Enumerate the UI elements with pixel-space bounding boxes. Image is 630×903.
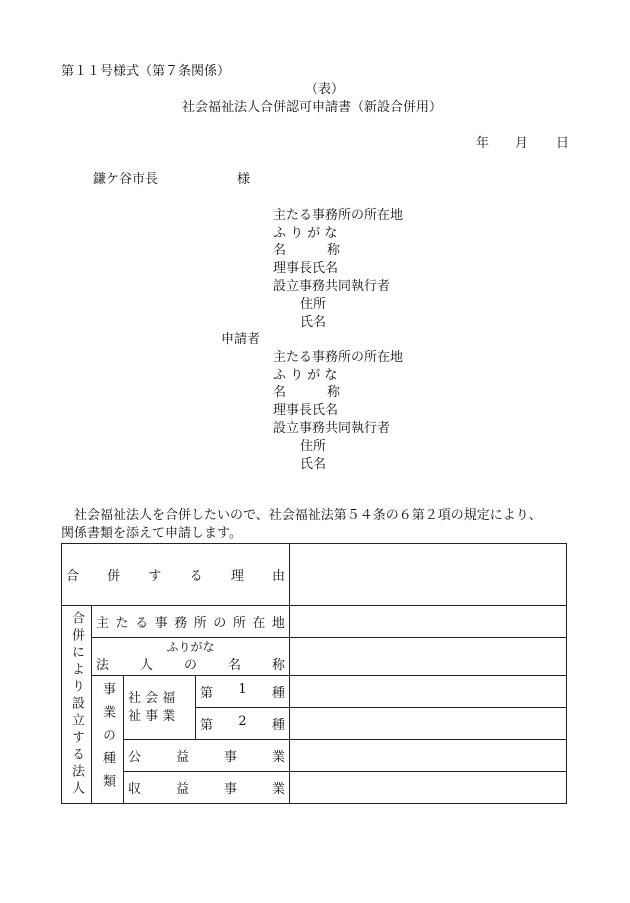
executor-label: 設立事務共同執行者 — [273, 421, 391, 436]
char: の — [213, 616, 227, 631]
side-label: （表） — [305, 82, 345, 97]
applicant-label: 申請者 — [221, 332, 261, 347]
name-label-b: 称 — [327, 243, 341, 258]
executor-name-label: 氏名 — [300, 315, 327, 330]
name-label-b: 称 — [327, 385, 341, 400]
chair-name-label: 理事長氏名 — [273, 403, 339, 418]
char: 法 — [96, 658, 110, 673]
type1-label-cell — [196, 676, 290, 708]
executor-address-label: 住所 — [300, 439, 327, 454]
char: 在 — [252, 616, 266, 631]
char: 事 — [154, 616, 168, 631]
char: 主 — [96, 616, 110, 631]
char: た — [115, 616, 129, 631]
new-corporation-label-cell — [62, 606, 92, 804]
business-type-label-cell — [92, 676, 124, 804]
char: 名 — [228, 658, 242, 673]
office-address-cell — [92, 606, 290, 638]
executor-name-label: 氏名 — [300, 457, 327, 472]
addressee-name: 鎌ケ谷市長 — [93, 172, 159, 187]
new-corporation-label: 合併により設立する法人 — [69, 611, 84, 798]
office-address-label: 主たる事務所の所在地 — [273, 350, 404, 365]
social-welfare-label: 社 会 福 祉 事 業 — [128, 690, 176, 724]
char: 地 — [271, 616, 285, 631]
type2-input[interactable] — [290, 708, 567, 740]
reason-label-cell — [62, 544, 290, 606]
social-welfare-label-cell — [124, 676, 196, 740]
executor-address-label: 住所 — [300, 297, 327, 312]
char: 第 — [200, 686, 214, 701]
chair-name-label: 理事長氏名 — [273, 261, 339, 276]
char: 第 — [200, 718, 214, 733]
char: る — [189, 569, 203, 584]
application-table — [61, 543, 567, 804]
date-year: 年 — [476, 136, 490, 151]
date-day: 日 — [556, 136, 570, 151]
office-address-input[interactable] — [290, 606, 567, 638]
char: 益 — [176, 750, 190, 765]
char: 所 — [232, 616, 246, 631]
office-address-label: 主たる事務所の所在地 — [273, 208, 404, 223]
char: 業 — [272, 750, 286, 765]
date-month: 月 — [515, 136, 529, 151]
corporation-name-cell — [92, 638, 290, 676]
profit-business-label-cell — [124, 772, 290, 804]
char: 称 — [272, 658, 286, 673]
char: 種 — [272, 686, 286, 701]
char: 種 — [272, 718, 286, 733]
type2-label-cell — [196, 708, 290, 740]
page-title: 社会福祉法人合併認可申請書（新設合併用） — [182, 100, 443, 115]
char: 所 — [193, 616, 207, 631]
business-type-label: 事業の種類 — [100, 682, 115, 797]
profit-business-input[interactable] — [290, 772, 567, 804]
char: 事 — [224, 750, 238, 765]
furigana-label: ふ り が な — [273, 368, 338, 383]
public-interest-input[interactable] — [290, 740, 567, 772]
furigana-label: ふりがな — [166, 640, 215, 654]
char: 公 — [128, 750, 142, 765]
public-interest-label-cell — [124, 740, 290, 772]
char: 人 — [140, 658, 154, 673]
char: 収 — [128, 782, 142, 797]
char: す — [148, 569, 162, 584]
char: の — [184, 658, 198, 673]
char: る — [135, 616, 149, 631]
char: 業 — [272, 782, 286, 797]
char: 合 — [66, 569, 80, 584]
name-label-a: 名 — [273, 243, 287, 258]
char: 事 — [224, 782, 238, 797]
executor-label: 設立事務共同執行者 — [273, 279, 391, 294]
statement-line-1: 社会福祉法人を合併したいので、社会福祉法第５４条の６第２項の規定により、 — [61, 508, 542, 523]
reason-input-cell[interactable] — [290, 544, 567, 606]
type1-input[interactable] — [290, 676, 567, 708]
char: 理 — [230, 569, 244, 584]
name-label-a: 名 — [273, 385, 287, 400]
corporation-name-input[interactable] — [290, 638, 567, 676]
furigana-label: ふ り が な — [273, 226, 338, 241]
char: 併 — [107, 569, 121, 584]
statement-line-2: 関係書類を添えて申請します。 — [61, 526, 242, 541]
char: 務 — [174, 616, 188, 631]
char: 由 — [272, 569, 286, 584]
char: 2 — [238, 714, 247, 729]
char: 益 — [176, 782, 190, 797]
char: 1 — [238, 682, 247, 697]
addressee-honorific: 様 — [237, 172, 251, 187]
form-number: 第１１号様式（第７条関係） — [61, 64, 231, 79]
